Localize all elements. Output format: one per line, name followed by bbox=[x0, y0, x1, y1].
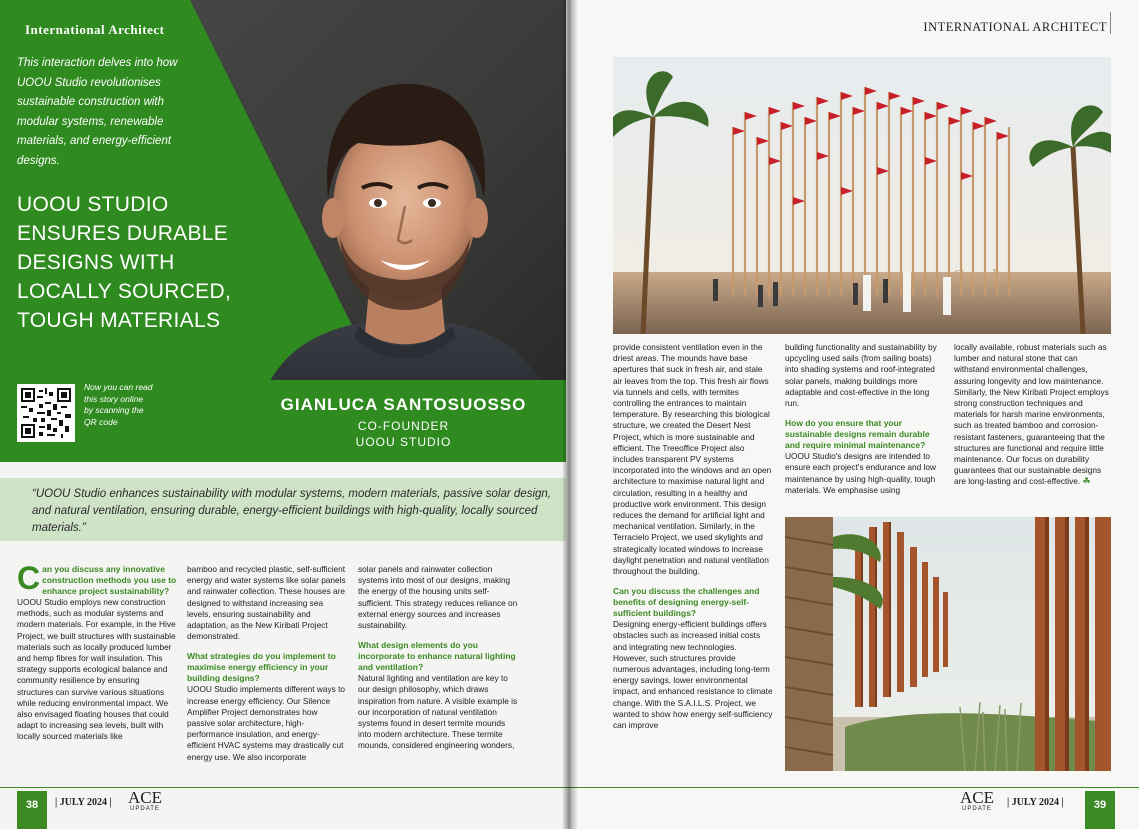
article-column-4 bbox=[613, 342, 773, 731]
name-box bbox=[241, 380, 566, 462]
answer-5: UOOU Studio's designs are intended to ensure each project's endurance and low maintenance by using high-quality, tough materials. We emphasise using bbox=[785, 451, 937, 495]
answer-4-continued: building functionality and sustainability by upcycling used sails (from sailing boats) into shading systems and roof-integrated solar panels, making buildings more adaptable and cost-effective in the long run. bbox=[785, 342, 937, 409]
photo-sign: Canada bbox=[953, 266, 1004, 285]
question-3: What design elements do you incorporate to enhance natural lighting and ventilation? bbox=[358, 640, 516, 673]
page-number-left: 38 bbox=[17, 791, 47, 829]
answer-1-continued: bamboo and recycled plastic, self-sufficient energy and water systems like solar panels and rainwater collection. These houses are designed to withstand increasing sea levels, ensuring sustainability and adaptation, as the New Kiribati Project demonstrated. bbox=[187, 564, 346, 642]
magazine-name: International Architect bbox=[25, 22, 165, 37]
pull-quote-text: “UOOU Studio enhances sustainability with modular systems, modern materials, passive solar design, and natural ventilation, ensuring durable, energy-efficient buildings with high-quality, locally sourced materials.” bbox=[32, 488, 551, 534]
answer-2-continued: solar panels and rainwater collection systems into most of our designs, making the energy of the housing units self-sufficient. This strategy reduces reliance on external energy sources and increases sustainability. bbox=[358, 564, 518, 631]
answer-5-continued: locally available, robust materials such as lumber and natural stone that can withstand environmental challenges, assuring longevity and low maintenance. Similarly, the New Kiribati Project employs strong construction techniques and materials for harsh marine environments, such as treated bamboo and corrosion-resistant fasteners, guaranteeing that the structures are functional and require little maintenance. Our focus on durability guarantees that our sustainable designs are long-lasting and cost-effective. ☘ bbox=[954, 342, 1109, 487]
answer-2: UOOU Studio implements different ways to increase energy efficiency. Our Silence Amplifier Project demonstrates how passive solar architecture, high-performance insulation, and energy-efficient HVAC systems may drastically cut energy use. We also incorporate bbox=[187, 684, 346, 762]
intro-text: This interaction delves into how UOOU Studio revolutionises sustainable construction with modular systems, renewable materials, and energy-efficient designs. bbox=[17, 57, 178, 167]
person-role: CO-FOUNDER bbox=[357, 419, 450, 433]
person-org: UOOU STUDIO bbox=[355, 435, 452, 449]
qr-code[interactable] bbox=[17, 384, 75, 442]
question-1: an you discuss any innovative construction methods you use to enhance project sustainability? bbox=[42, 564, 177, 596]
right-page bbox=[566, 0, 1139, 829]
headline: UOOU STUDIO ENSURES DURABLE DESIGNS WITH LOCALLY SOURCED, TOUGH MATERIALS bbox=[17, 193, 232, 332]
answer-3: Natural lighting and ventilation are key to our design philosophy, which draws inspiration from nature. A visible example is our incorporation of natural ventilation systems found in desert termite mounds into modern architecture. These termite mounds, considered engineering wonders, bbox=[358, 673, 518, 751]
article-column-1 bbox=[17, 560, 177, 743]
left-page bbox=[0, 0, 566, 829]
leaf-icon: ☘ bbox=[1082, 476, 1091, 487]
magazine-name-right: INTERNATIONAL ARCHITECT bbox=[923, 20, 1107, 34]
answer-3-continued: provide consistent ventilation even in the driest areas. The mounds have base apertures that suck in fresh air, and stale air leaves from the top. This fresh air flows via tunnels and cells, with termites controlling the entrances to maintain temperature. By researching this biological structure, we created the Desert Nest Project, which is more sustainable and efficient. The Treeoffice Project also includes transparent PV systems incorporated into the windows and an open architecture to maximise natural light and circulation, resulting in a healthy and productive work environment. This design reduces the demand for artificial light and mechanical ventilation. Similarly, in the Terracielo Project, we used skylights and strategically located windows to increase daylight penetration and natural ventilation throughout the building. bbox=[613, 342, 772, 577]
spine-shadow bbox=[562, 0, 578, 829]
answer-4: Designing energy-efficient buildings offers obstacles such as increased initial costs and integrating new technologies. However, such structures provide numerous advantages, including long-term energy savings, lower environmental impact, and enhanced resistance to climate change. With the S.A.I.L.S. Project, we wanted to show how energy self-sufficiency can improve bbox=[613, 619, 773, 731]
answer-1: UOOU Studio employs new construction methods, such as modular systems and modern materials. For example, in the Hive Project, we built structures with sustainable materials such as locally produced lumber and hemp fibres for wall insulation. This strategy supports ecological balance and community resilience by ensuring structures can survive various situations while reducing environmental impact. We also envisaged floating houses that could adapt to increasing sea levels, built with locally sourced materials like bbox=[17, 597, 176, 742]
timber-structure-photo bbox=[785, 517, 1111, 771]
article-column-3 bbox=[358, 564, 518, 752]
ace-logo-left: ACE UPDATE bbox=[128, 788, 162, 812]
hero-panel bbox=[0, 0, 566, 462]
question-5: How do you ensure that your sustainable designs remain durable and require minimal maintenance? bbox=[785, 418, 930, 451]
dropcap: C bbox=[17, 560, 41, 596]
qr-note: Now you can read this story online by scanning the QR code bbox=[84, 382, 153, 427]
article-column-6 bbox=[954, 342, 1114, 488]
person-name: GIANLUCA SANTOSUOSSO bbox=[280, 395, 527, 414]
pavilion-photo bbox=[613, 57, 1111, 334]
article-column-5 bbox=[785, 342, 945, 496]
article-column-2 bbox=[187, 564, 347, 763]
ace-logo-right: ACE UPDATE bbox=[960, 788, 994, 812]
issue-date-right: | JULY 2024 | bbox=[1007, 797, 1064, 808]
question-2: What strategies do you implement to maximise energy efficiency in your building designs? bbox=[187, 651, 336, 684]
page-number-right: 39 bbox=[1085, 791, 1115, 829]
issue-date-left: | JULY 2024 | bbox=[55, 797, 112, 808]
pull-quote bbox=[0, 478, 566, 541]
question-4: Can you discuss the challenges and benefits of designing energy-self-sufficient buildings? bbox=[613, 586, 760, 619]
